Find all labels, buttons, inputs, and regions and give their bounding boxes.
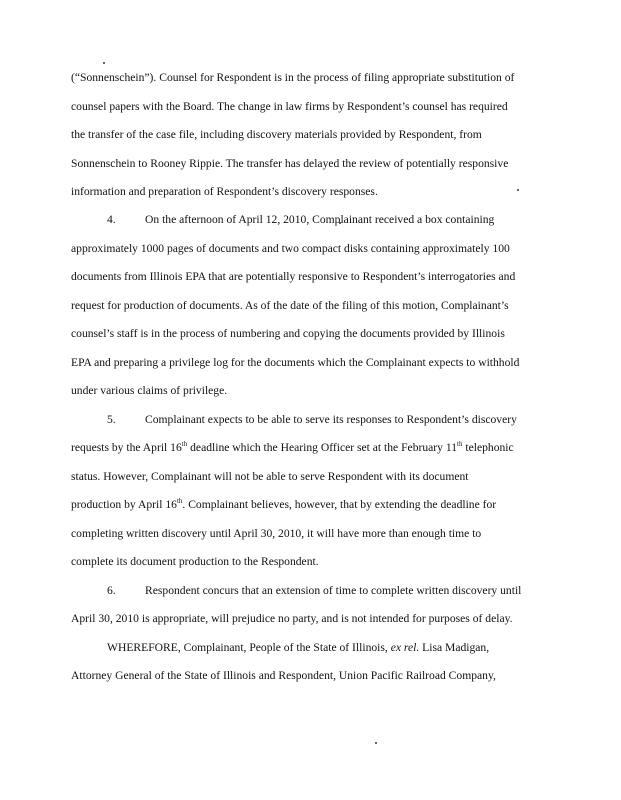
text-line: Respondent concurs that an extension of time to complete written discovery until <box>145 584 522 597</box>
text-line: counsel’s staff is in the process of numbering and copying the documents provided by Illinois <box>71 327 505 340</box>
text-line: approximately 1000 pages of documents and two compact disks containing approximately 100 <box>71 242 510 255</box>
scan-speck <box>517 189 519 191</box>
text-line: April 30, 2010 is appropriate, will prejudice no party, and is not intended for purposes of delay. <box>71 612 513 625</box>
ordinal-suffix: th <box>457 440 463 448</box>
text-line: Complainant expects to be able to serve its responses to Respondent’s discovery <box>145 413 517 426</box>
text-line: status. However, Complainant will not be able to serve Respondent with its document <box>71 470 469 483</box>
paragraph-number: 5. <box>107 413 116 426</box>
paragraph-number: 4. <box>107 213 116 226</box>
text-line: (“Sonnenschein”). Counsel for Respondent is in the process of filing appropriate substitution of <box>71 71 515 84</box>
text-run: deadline which the Hearing Officer set at the February 11 <box>187 441 458 454</box>
text-line: request for production of documents. As of the date of the filing of this motion, Complainant’s <box>71 299 509 312</box>
text-line: EPA and preparing a privilege log for the documents which the Complainant expects to withhold <box>71 356 520 369</box>
ordinal-suffix: th <box>181 440 188 448</box>
text-line <box>107 641 489 655</box>
text-run: requests by the April 16 <box>71 441 182 454</box>
text-line: documents from Illinois EPA that are potentially responsive to Respondent’s interrogatories and <box>71 270 516 283</box>
text-run: WHEREFORE, Complainant, People of the State of Illinois, <box>107 641 391 654</box>
latin-term: ex rel. <box>390 641 420 654</box>
text-line: the transfer of the case file, including discovery materials provided by Respondent, from <box>71 128 482 141</box>
ordinal-suffix: th <box>176 497 183 505</box>
text-run: telephonic <box>462 441 514 454</box>
text-line: complete its document production to the Respondent. <box>71 555 319 568</box>
paragraph-number: 6. <box>107 584 116 597</box>
text-line: completing written discovery until April 30, 2010, it will have more than enough time to <box>71 527 482 540</box>
text-line: under various claims of privilege. <box>71 384 228 397</box>
text-line: counsel papers with the Board. The change in law firms by Respondent’s counsel has required <box>71 100 508 113</box>
text-line: Attorney General of the State of Illinois and Respondent, Union Pacific Railroad Company, <box>71 669 496 682</box>
text-line <box>71 498 496 512</box>
text-line: Sonnenschein to Rooney Rippie. The transfer has delayed the review of potentially responsive <box>71 157 509 170</box>
text-line: information and preparation of Respondent’s discovery responses. <box>71 185 378 198</box>
text-run: production by April 16 <box>71 498 177 511</box>
scan-speck <box>375 742 377 744</box>
text-line: On the afternoon of April 12, 2010, Complainant received a box containing <box>145 213 495 226</box>
text-run: . Complainant believes, however, that by extending the deadline for <box>182 498 497 511</box>
text-line <box>71 441 514 455</box>
scan-speck <box>103 62 105 64</box>
text-run: Lisa Madigan, <box>419 641 490 654</box>
